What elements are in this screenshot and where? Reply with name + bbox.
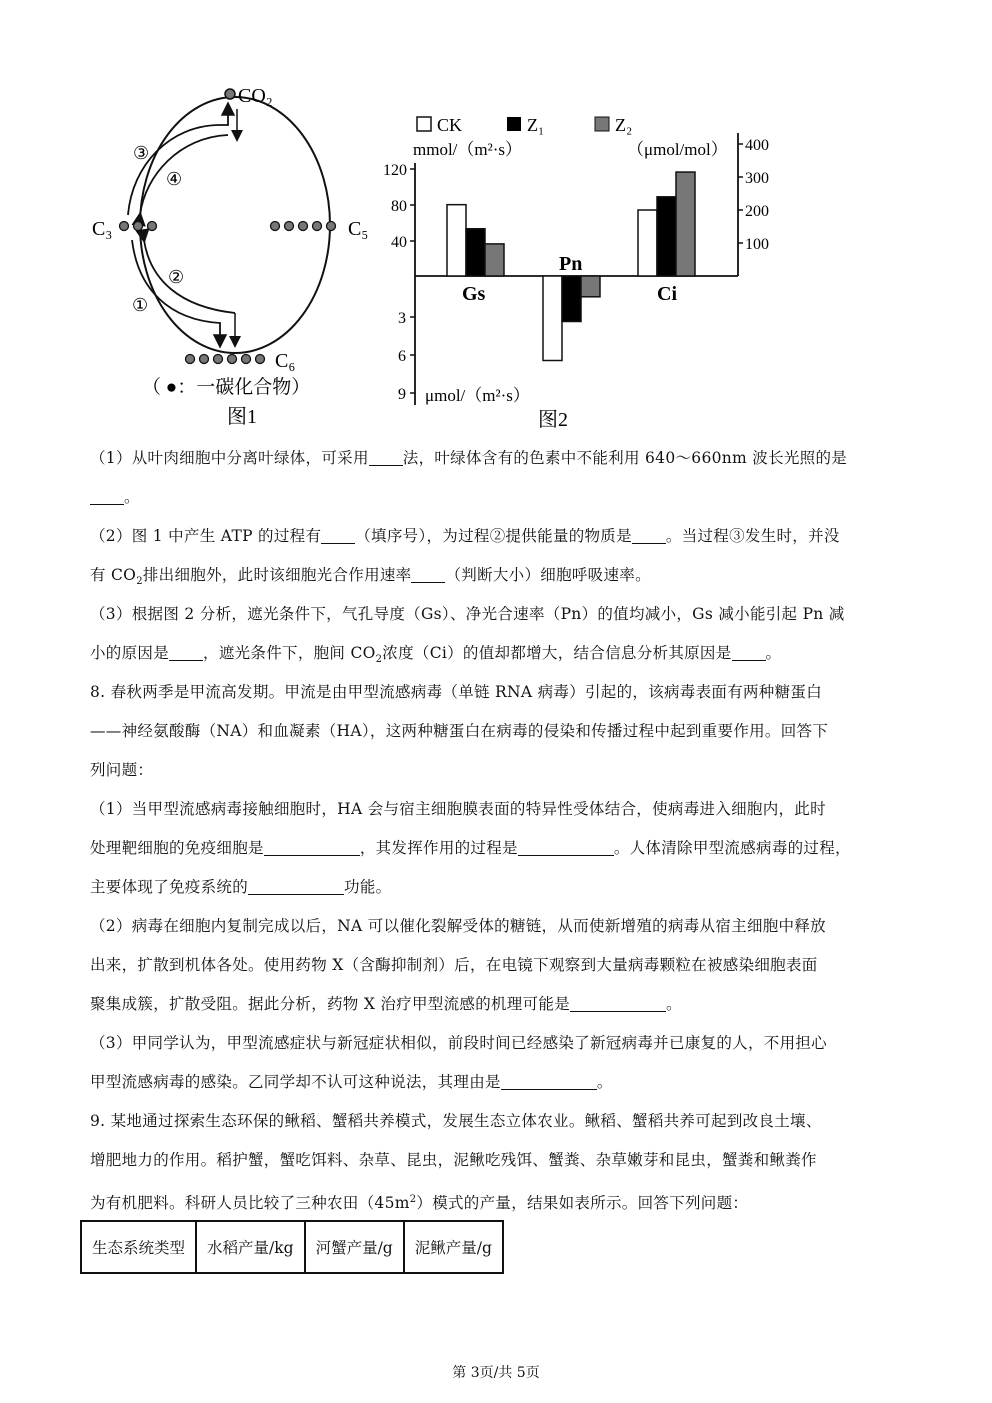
bar-ci-1 [657, 197, 676, 276]
answer-blank[interactable] [264, 837, 360, 856]
step-3-label: ③ [133, 143, 150, 163]
tick-right-300: 300 [745, 170, 769, 187]
q7-p3-line2: 小的原因是 ，遮光条件下，胞间 $CO_2$浓度（Ci）的值却都增大，结合信息分析其原因是 。 [90, 644, 782, 666]
legend-ck: CK [437, 115, 463, 135]
q8-intro-1: 8. 春秋两季是甲流高发期。甲流是由甲型流感病毒（单链 RNA 病毒）引起的，该病毒表面有两种糖蛋白 [90, 683, 822, 701]
table-header-cell: 泥鳅产量/g [404, 1221, 503, 1273]
tick-left-6: 6 [398, 348, 406, 365]
bar-pn-2 [581, 276, 600, 297]
c3-label: C₃ [92, 218, 113, 240]
production-table [80, 1220, 504, 1274]
step-1-label: ① [132, 295, 149, 315]
answer-blank[interactable] [632, 525, 666, 544]
q8-p3-line2: 甲型流感病毒的感染。乙同学却不认可这种说法，其理由是 。 [90, 1073, 613, 1091]
co2-label: CO₂ [238, 85, 273, 107]
table-header-cell: 河蟹产量/g [305, 1221, 404, 1273]
figure-1 [80, 75, 380, 435]
answer-blank[interactable] [321, 525, 355, 544]
tick-right-400: 400 [745, 137, 769, 154]
q8-intro-2: ——神经氨酸酶（NA）和血凝素（HA），这两种糖蛋白在病毒的侵染和传播过程中起到重要作用。回答下 [90, 722, 829, 740]
table-header-cell: 水稻产量/kg [196, 1221, 305, 1273]
table-header-cell: 生态系统类型 [81, 1221, 196, 1273]
legend-z2: Z₂ [615, 115, 633, 135]
category-gs: Gs [462, 283, 486, 305]
category-ci: Ci [657, 283, 677, 305]
tick-right-100: 100 [745, 236, 769, 253]
figure1-legend: （ ●：一碳化合物） [142, 377, 311, 398]
q8-p1-line1: （1）当甲型流感病毒接触细胞时，HA 会与宿主细胞膜表面的特异性受体结合，使病毒进入细胞内，此时 [90, 800, 826, 818]
q7-text [90, 439, 902, 673]
tick-left-9: 9 [398, 386, 406, 403]
bar-ci-0 [638, 210, 657, 276]
c5-label: C₅ [348, 218, 369, 240]
answer-blank[interactable] [732, 642, 766, 661]
answer-blank[interactable] [501, 1071, 597, 1090]
answer-blank[interactable] [369, 447, 403, 466]
bar-gs-0 [447, 205, 466, 276]
tick-left-80: 80 [391, 198, 407, 215]
tick-right-200: 200 [745, 203, 769, 220]
answer-blank[interactable] [169, 642, 203, 661]
tick-left-40: 40 [391, 234, 407, 251]
answer-blank[interactable] [248, 876, 344, 895]
answer-blank[interactable] [411, 564, 445, 583]
q8-p2-line1: （2）病毒在细胞内复制完成以后，NA 可以催化裂解受体的糖链，从而使新增殖的病毒从宿主细胞中释放 [90, 917, 826, 935]
q7-p1-line1: （1）从叶肉细胞中分离叶绿体，可采用 法，叶绿体含有的色素中不能利用 640～660nm 波长光照的是 [90, 449, 848, 467]
q8-p2-line2: 出来，扩散到机体各处。使用药物 X（含酶抑制剂）后，在电镜下观察到大量病毒颗粒在被感染细胞表面 [90, 956, 818, 974]
bar-gs-2 [485, 244, 504, 276]
legend-swatch-ck [417, 117, 431, 131]
tick-left-3: 3 [398, 310, 406, 327]
figure-2 [383, 105, 795, 435]
q9-text [90, 1102, 902, 1219]
answer-blank[interactable] [570, 993, 666, 1012]
figure1-caption: 图1 [227, 406, 257, 428]
q9-line1: 9. 某地通过探索生态环保的鳅稻、蟹稻共养模式，发展生态立体农业。鳅稻、蟹稻共养可起到改良土壤、 [90, 1112, 822, 1130]
q8-p1-line2: 处理靶细胞的免疫细胞是 ，其发挥作用的过程是 。人体清除甲型流感病毒的过程， [90, 839, 851, 857]
bar-pn-0 [543, 276, 562, 361]
step-2-label: ② [168, 267, 185, 287]
q8-p2-line3: 聚集成簇，扩散受阻。据此分析，药物 X 治疗甲型流感的机理可能是 。 [90, 995, 682, 1013]
calvin-cycle-diagram [80, 75, 380, 435]
carbon-dot-icon [225, 89, 235, 99]
answer-blank[interactable] [90, 486, 124, 505]
q8-p1-line3: 主要体现了免疫系统的 功能。 [90, 878, 392, 896]
q8-p3-line1: （3）甲同学认为，甲型流感症状与新冠症状相似，前段时间已经感染了新冠病毒并已康复的人，不用担心 [90, 1034, 827, 1052]
table-header-row [81, 1221, 503, 1273]
category-pn: Pn [559, 253, 583, 275]
answer-blank[interactable] [518, 837, 614, 856]
q8-intro-3: 列问题： [90, 761, 154, 779]
q7-p2-line1: （2）图 1 中产生 ATP 的过程有 （填序号），为过程②提供能量的物质是 。当过程③发生时，并没 [90, 527, 840, 545]
bar-gs-1 [466, 229, 485, 276]
legend-swatch-z2 [595, 117, 609, 131]
q7-p1-line2: 。 [90, 478, 902, 517]
bar-pn-1 [562, 276, 581, 322]
step-4-label: ④ [166, 169, 183, 189]
legend-z1: Z₁ [527, 115, 545, 135]
q8-text [90, 673, 902, 1102]
left-unit-bottom: μmol/（m²·s） [425, 386, 530, 405]
page-footer: 第 3页/共 5页 [452, 1365, 540, 1381]
q9-line2: 增肥地力的作用。稻护蟹，蟹吃饵料、杂草、昆虫，泥鳅吃残饵、蟹粪、杂草嫩芽和昆虫，蟹粪和鳅粪作 [90, 1151, 817, 1169]
c6-label: C₆ [275, 350, 296, 372]
left-unit-top: mmol/（m²·s） [413, 140, 522, 159]
legend-swatch-z1 [507, 117, 521, 131]
q7-p2-line2: 有 $CO_2$排出细胞外，此时该细胞光合作用速率 （判断大小）细胞呼吸速率。 [90, 566, 651, 588]
tick-left-120: 120 [383, 162, 407, 179]
bar-chart [383, 105, 795, 435]
q9-line3: 为有机肥料。科研人员比较了三种农田$(45m^2)$模式的产量，结果如表所示。回答下列问题： [90, 1194, 749, 1213]
figure2-caption: 图2 [538, 409, 568, 431]
q7-p3-line1: （3）根据图 2 分析，遮光条件下，气孔导度（Gs）、净光合速率（Pn）的值均减小，Gs 减小能引起 Pn 减 [90, 605, 845, 623]
bar-ci-2 [676, 172, 695, 276]
right-unit: （μmol/mol） [627, 140, 728, 159]
